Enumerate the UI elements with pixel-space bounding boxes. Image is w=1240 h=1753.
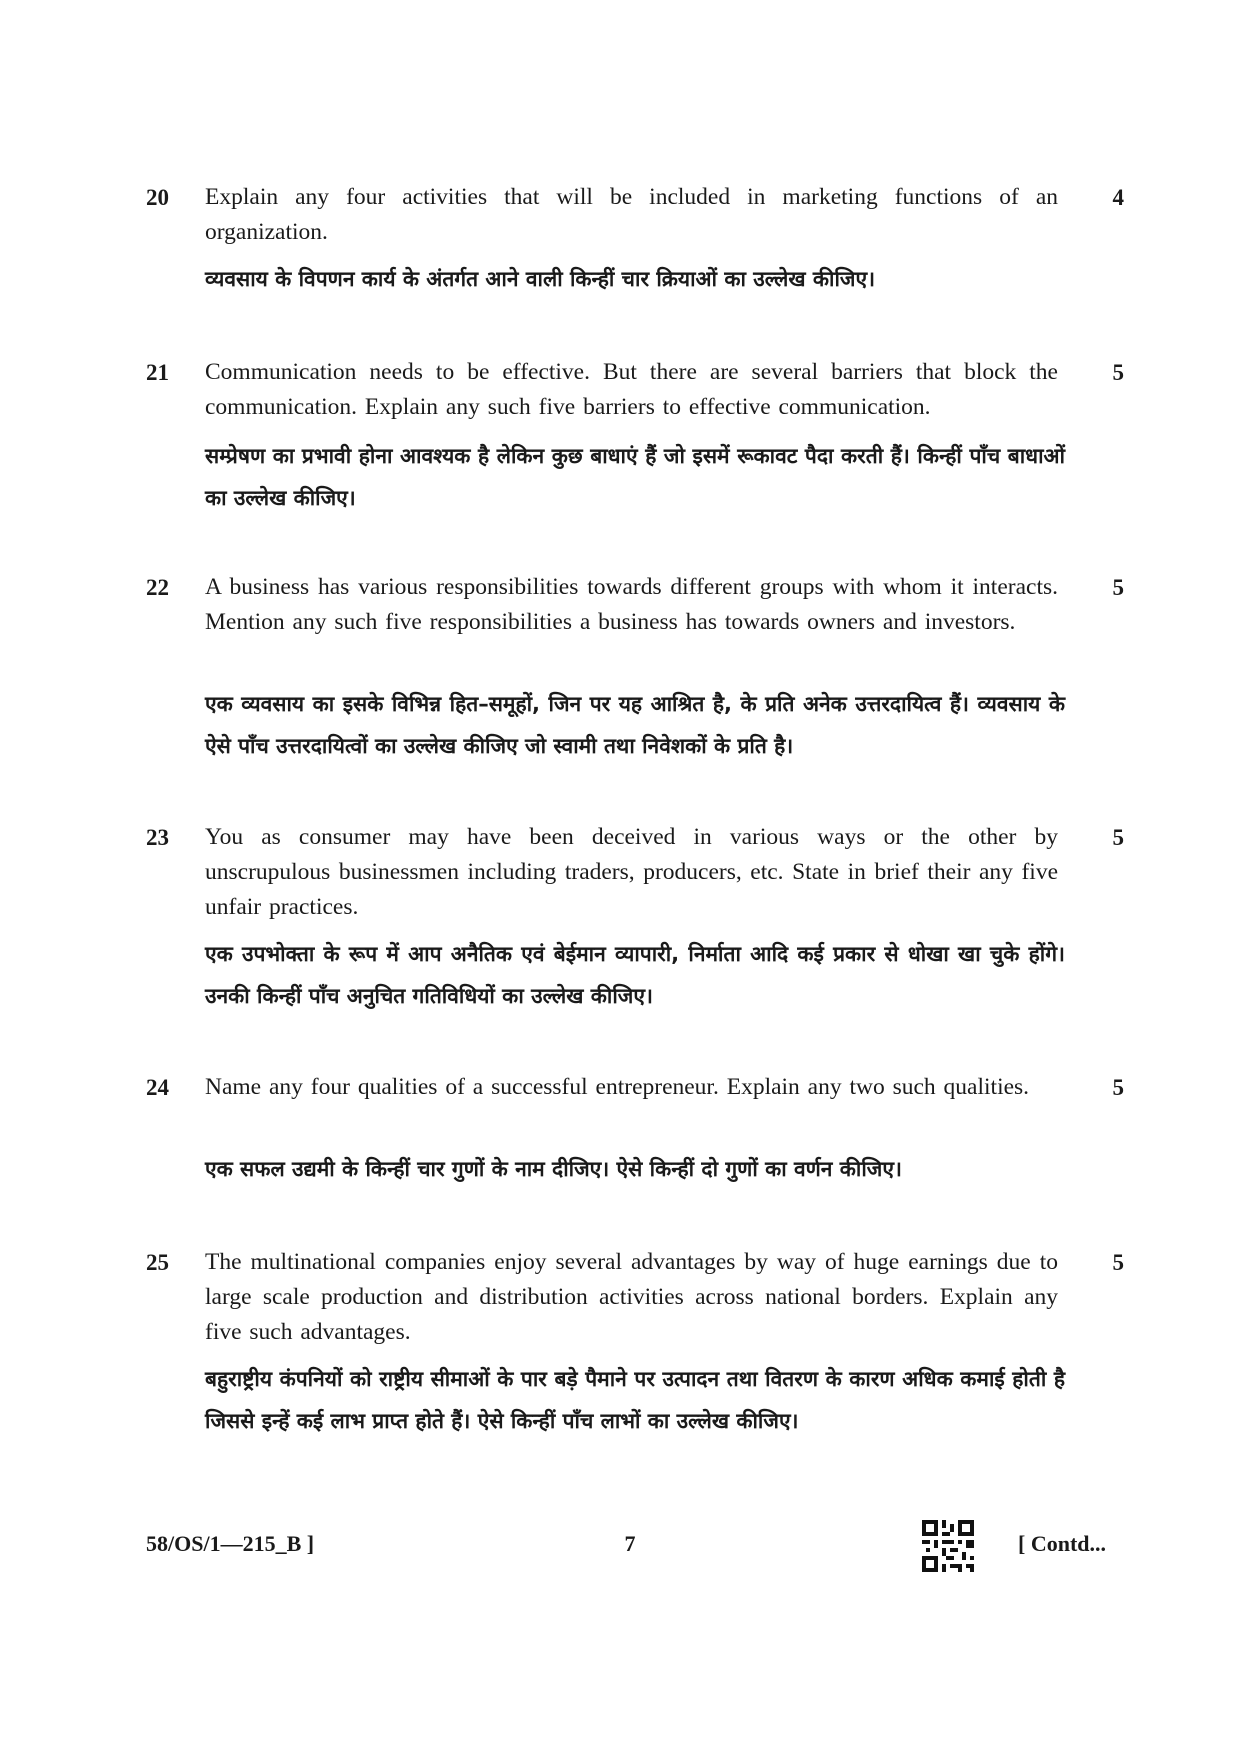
question-marks: 5: [1112, 1250, 1124, 1275]
paper-code: 58/OS/1—215_B ]: [146, 1531, 315, 1556]
question-text-english: Explain any four activities that will be included in marketing functions of an organization.: [205, 184, 1058, 245]
page-footer: [0, 1528, 1240, 1572]
qr-code-icon: [922, 1520, 974, 1572]
page-number: 7: [624, 1531, 636, 1556]
question-text-hindi: एक सफल उद्यमी के किन्हीं चार गुणों के नाम दीजिए। ऐसे किन्हीं दो गुणों का वर्णन कीजिए।: [205, 1157, 902, 1181]
question-text-hindi: एक व्यवसाय का इसके विभिन्न हित–समूहों, जिन पर यह आश्रित है, के प्रति अनेक उत्तरदायित्व हैं। व्यवसाय के ऐसे पाँच उत्तरदायित्वों का उल्लेख कीजिए जो स्वामी तथा निवेशकों के प्रति है।: [205, 692, 1065, 758]
question-number: 22: [146, 575, 169, 600]
question-marks: 5: [1112, 360, 1124, 385]
question-number: 24: [146, 1075, 169, 1100]
question-text-english: The multinational companies enjoy several advantages by way of huge earnings due to large scale production and distribution activities across national borders. Explain any five such advantages.: [205, 1249, 1058, 1345]
question-text-english: A business has various responsibilities towards different groups with whom it interacts. Mention any such five responsibilities a business has towards owners and investors.: [205, 574, 1058, 635]
question-text-hindi: बहुराष्ट्रीय कंपनियों को राष्ट्रीय सीमाओं के पार बड़े पैमाने पर उत्पादन तथा वितरण के कारण अधिक कमाई होती है जिससे इन्हें कई लाभ प्राप्त होते हैं। ऐसे किन्हीं पाँच लाभों का उल्लेख कीजिए।: [205, 1367, 1065, 1433]
question-text-english: You as consumer may have been deceived in various ways or the other by unscrupulous businessmen including traders, producers, etc. State in brief their any five unfair practices.: [205, 824, 1058, 920]
question-marks: 5: [1112, 1075, 1124, 1100]
question-text-hindi: एक उपभोक्ता के रूप में आप अनैतिक एवं बेईमान व्यापारी, निर्माता आदि कई प्रकार से धोखा खा चुके होंगे। उनकी किन्हीं पाँच अनुचित गतिविधियों का उल्लेख कीजिए।: [205, 942, 1065, 1008]
question-marks: 4: [1112, 185, 1124, 210]
question-marks: 5: [1112, 575, 1124, 600]
question-text-hindi: व्यवसाय के विपणन कार्य के अंतर्गत आने वाली किन्हीं चार क्रियाओं का उल्लेख कीजिए।: [205, 267, 876, 291]
question-number: 25: [146, 1250, 169, 1275]
question-text-english: Communication needs to be effective. But there are several barriers that block the communication. Explain any such five barriers to effective communication.: [205, 359, 1058, 420]
question-text-hindi: सम्प्रेषण का प्रभावी होना आवश्यक है लेकिन कुछ बाधाएं हैं जो इसमें रूकावट पैदा करती हैं। किन्हीं पाँच बाधाओं का उल्लेख कीजिए।: [205, 444, 1065, 510]
question-text-english: Name any four qualities of a successful entrepreneur. Explain any two such qualities.: [205, 1074, 1030, 1100]
question-number: 21: [146, 360, 169, 385]
question-number: 20: [146, 185, 169, 210]
question-marks: 5: [1112, 825, 1124, 850]
continued-label: [ Contd...: [1018, 1531, 1107, 1556]
question-number: 23: [146, 825, 169, 850]
